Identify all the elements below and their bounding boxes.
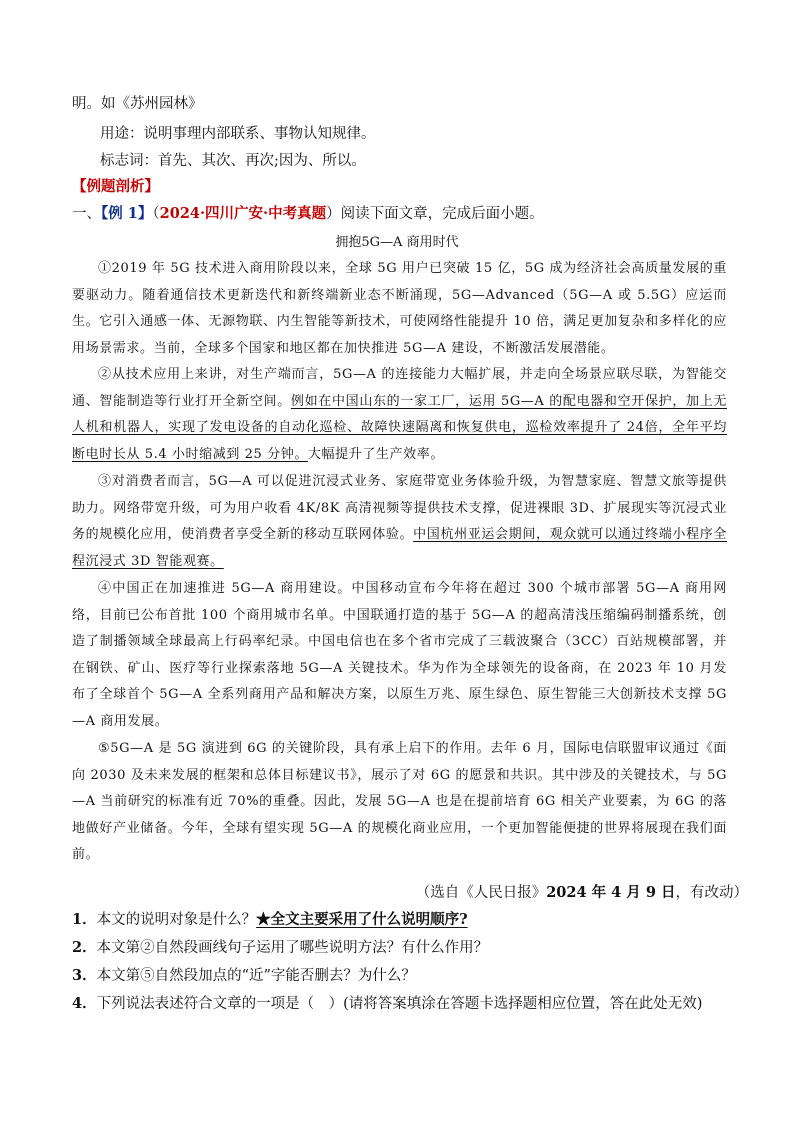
paragraph-3-start: ③对消费者而言，5G—A 可以促进沉浸式业务、家庭带宽业务体验升级，为智慧家庭、智慧文旅等提供助力。网络带宽升级，可为用户收看 4K/8K 高清视频等提供技术支撑，促进裸眼 3D、扩展现实等沉浸式业务的规模化应用，使消费者享受全新的移动互联网体验。 [72,474,727,543]
question-number: 4． [72,995,97,1012]
intro-text: 明。如《苏州园林》 [72,96,203,112]
question-text: 本文第⑤自然段加点的“近”字能否删去？为什么？ [96,968,416,984]
example-prefix: 一、 [72,206,101,222]
markers-label: 标志词： [100,153,158,169]
paragraph-3 [72,469,727,575]
article-title: 拥抱5G—A 商用时代 [335,235,459,250]
usage-text: 说明事理内部联系、事物认知规律。 [143,126,376,142]
source-note-date: 2024 年 4 月 9 日 [546,884,676,901]
question-text: 本文第②自然段画线句子运用了哪些说明方法？有什么作用？ [96,940,489,956]
paragraph-4: ④中国正在加速推进 5G—A 商用建设。中国移动宣布今年将在超过 300 个城市部署 5G—A 商用网络，目前已公布首批 100 个商用城市名单。中国联通打造的基于 5G—A 的超高清浅压缩编码制播系统，创造了制播领域全球最高上行码率纪录。中国电信也在多个省市完成了三载波聚合（3CC）百站规模部署，并在钢铁、矿山、医疗等行业探索落地 5G—A 关键技术。华为作为全球领先的设备商，在 2023 年 10 月发布了全球首个 5G—A 全系列商用产品和解决方案，以原生万兆、原生绿色、原生智能三大创新技术支撑 5G—A 商用发展。 [72,581,727,729]
source-note-close: ，有改动） [675,885,748,901]
question-number: 1． [72,911,97,928]
paragraph-2-end: 大幅提升了生产效率。 [307,446,444,462]
paragraph-3-underlined: 中国杭州亚运会期间，观众就可以通过终端小程序全程沉浸式 3D 智能观赛。 [72,527,727,569]
example-source-close: ） [326,206,341,222]
usage-line [100,124,760,144]
paragraph-5: ⑤5G—A 是 5G 演进到 6G 的关键阶段，具有承上启下的作用。去年 6 月，国际电信联盟审议通过《面向 2030 及未来发展的框架和总体目标建议书》，展示了对 6G 的愿景和共识。其中涉及的关键技术，与 5G—A 当前研究的标准有近 70%的重叠。因此，发展 5G—A 也是在提前培育 6G 相关产业要素，为 6G 的落地做好产业储备。今年，全球有望实现 5G—A 的规模化商业应用，一个更加智能便捷的世界将展现在我们面前。 [72,741,727,863]
question-number: 2． [72,939,97,956]
paragraph-1: ①2019 年 5G 技术进入商用阶段以来，全球 5G 用户已突破 15 亿，5G 成为经济社会高质量发展的重要驱动力。随着通信技术更新迭代和新终端新业态不断涌现，5G—Advanced（5G—A 或 5.5G）应运而生。它引入通感一体、无源物联、内生智能等新技术，可使网络性能提升 10 倍，满足更加复杂和多样化的应用场景需求。当前，全球多个国家和地区都在加快推进 5G—A 建设，不断激活发展潜能。 [72,261,727,356]
example-tag: 【例 1】 [101,205,153,222]
markers-text: 首先、其次、再次;因为、所以。 [158,153,366,169]
markers-line [100,151,760,171]
question-extra: ★全文主要采用了什么说明顺序? [256,911,468,928]
question-1 [72,910,468,930]
source-note [416,883,748,903]
question-text: 本文的说明对象是什么？ [96,912,257,928]
example-header [72,204,732,224]
question-text: 下列说法表述符合文章的一项是（ ）(请将答案填涂在答题卡选择题相应位置，答在此处无效) [96,996,703,1012]
paragraph-2-start: ②从技术应用上来讲，对生产端而言，5G—A 的连接能力大幅扩展，并走向全场景应联尽联，为智能交通、智能制造等行业打开全新空间。 [72,367,727,409]
question-3 [72,966,416,986]
example-source: 2024·四川广安·中考真题 [159,205,327,222]
paragraph-2-underlined: 例如在中国山东的一家工厂，运用 5G—A 的配电器和空开保护，加上无人机和机器人，实现了发电设备的自动化巡检、故障快速隔离和恢复供电，巡检效率提升了 24倍，全年平均断电时长从 5.4 小时缩减到 25 分钟。 [72,393,727,462]
question-number: 3． [72,967,97,984]
intro-line [72,94,732,114]
example-source-open: （ [152,206,160,222]
question-2 [72,938,488,958]
section-heading-text: 【例题剖析】 [72,178,159,195]
example-instruction: 阅读下面文章，完成后面小题。 [340,206,544,222]
question-4 [72,994,702,1014]
usage-label: 用途： [100,126,144,142]
source-note-open: （选自《人民日报》 [415,885,547,901]
section-heading [72,177,732,197]
paragraph-2 [72,362,727,468]
